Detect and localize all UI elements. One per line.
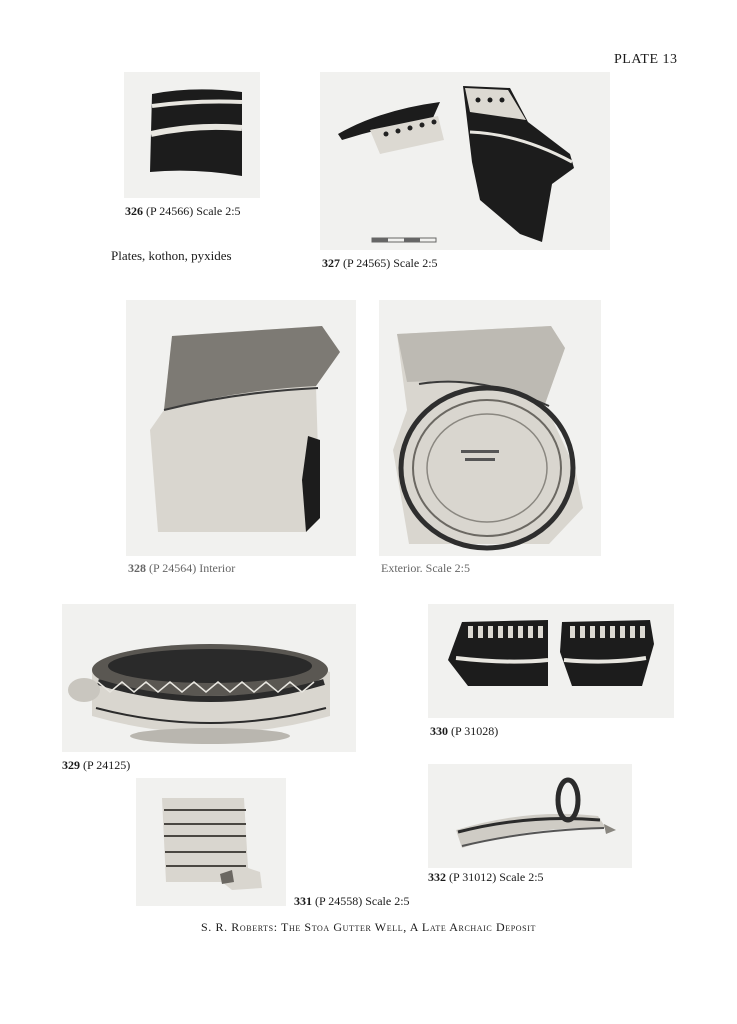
photo-329-kothon — [62, 604, 356, 752]
photo-326-sherd — [124, 72, 260, 198]
caption-330: 330 (P 31028) — [430, 724, 499, 738]
caption-326: 326 (P 24566) Scale 2:5 — [125, 204, 241, 218]
section-title: Plates, kothon, pyxides — [111, 248, 232, 263]
photo-331-pyxis — [136, 778, 286, 906]
caption-332: 332 (P 31012) Scale 2:5 — [428, 870, 544, 884]
page-footer: S. R. Roberts: The Stoa Gutter Well, A Late Archaic Deposit — [201, 920, 536, 934]
photo-330-sherds — [428, 604, 674, 718]
plate-label: PLATE 13 — [614, 52, 678, 67]
caption-328: 328 (P 24564) Interior — [128, 561, 236, 575]
caption-331: 331 (P 24558) Scale 2:5 — [294, 894, 410, 908]
photo-328-interior — [126, 300, 356, 556]
caption-329: 329 (P 24125) — [62, 758, 131, 772]
caption-327: 327 (P 24565) Scale 2:5 — [322, 256, 438, 270]
photo-332-lid — [428, 764, 632, 868]
caption-328-exterior: Exterior. Scale 2:5 — [381, 561, 470, 575]
photo-327-sherds — [320, 72, 610, 250]
photo-328-exterior — [379, 300, 601, 556]
